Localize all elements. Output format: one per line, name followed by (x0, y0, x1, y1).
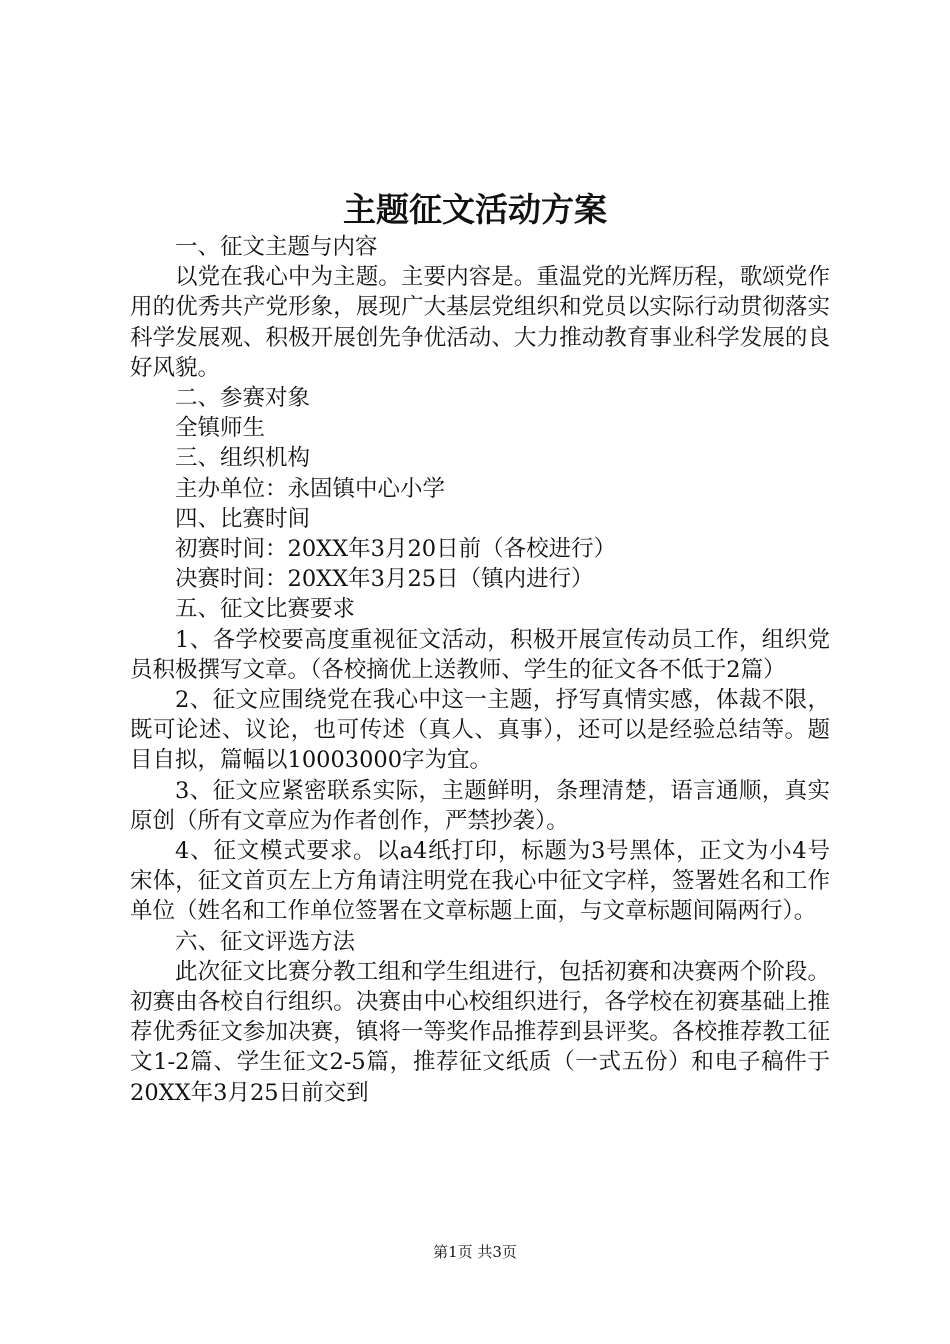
body-paragraph: 主办单位：永固镇中心小学 (175, 475, 446, 502)
section-heading: 三、组织机构 (175, 445, 311, 472)
body-paragraph: 2、征文应围绕党在我心中这一主题，抒写真情实感，体裁不限，既可论述、议论，也可传述（真人、真事），还可以是经验总结等。题目自拟，篇幅以10003000字为宜。 (130, 687, 830, 774)
body-paragraph: 此次征文比赛分教工组和学生组进行，包括初赛和决赛两个阶段。初赛由各校自行组织。决赛由中心校组织进行，各学校在初赛基础上推荐优秀征文参加决赛，镇将一等奖作品推荐到县评奖。各校推荐教工征文1-2篇、学生征文2-5篇，推荐征文纸质（一式五份）和电子稿件于20XX年3月25日前交到 (130, 958, 830, 1106)
body-paragraph: 1、各学校要高度重视征文活动，积极开展宣传动员工作，组织党员积极撰写文章。（各校摘优上送教师、学生的征文各不低于2篇） (130, 626, 830, 683)
body-paragraph: 全镇师生 (175, 415, 266, 442)
section-heading: 四、比赛时间 (175, 505, 311, 532)
page-footer: 第1页 共3页 (433, 1243, 517, 1261)
body-paragraph: 决赛时间：20XX年3月25日（镇内进行） (175, 566, 594, 593)
body-paragraph: 3、征文应紧密联系实际，主题鲜明，条理清楚，语言通顺，真实原创（所有文章应为作者创作，严禁抄袭）。 (130, 777, 830, 834)
body-paragraph: 初赛时间：20XX年3月20日前（各校进行） (175, 536, 617, 563)
document-title: 主题征文活动方案 (343, 190, 607, 229)
section-heading: 二、参赛对象 (175, 385, 311, 412)
section-heading: 一、征文主题与内容 (175, 234, 378, 260)
section-heading: 六、征文评选方法 (175, 928, 356, 955)
body-paragraph: 4、征文模式要求。以a4纸打印，标题为3号黑体，正文为小4号宋体，征文首页左上方角请注明党在我心中征文字样，签署姓名和工作单位（姓名和工作单位签署在文章标题上面，与文章标题间隔两行）。 (130, 838, 830, 925)
section-heading: 五、征文比赛要求 (175, 596, 356, 623)
document-body (130, 232, 830, 1108)
body-paragraph: 以党在我心中为主题。主要内容是。重温党的光辉历程，歌颂党作用的优秀共产党形象，展现广大基层党组织和党员以实际行动贯彻落实科学发展观、积极开展创先争优活动、大力推动教育事业科学发展的良好风貌。 (130, 264, 830, 381)
